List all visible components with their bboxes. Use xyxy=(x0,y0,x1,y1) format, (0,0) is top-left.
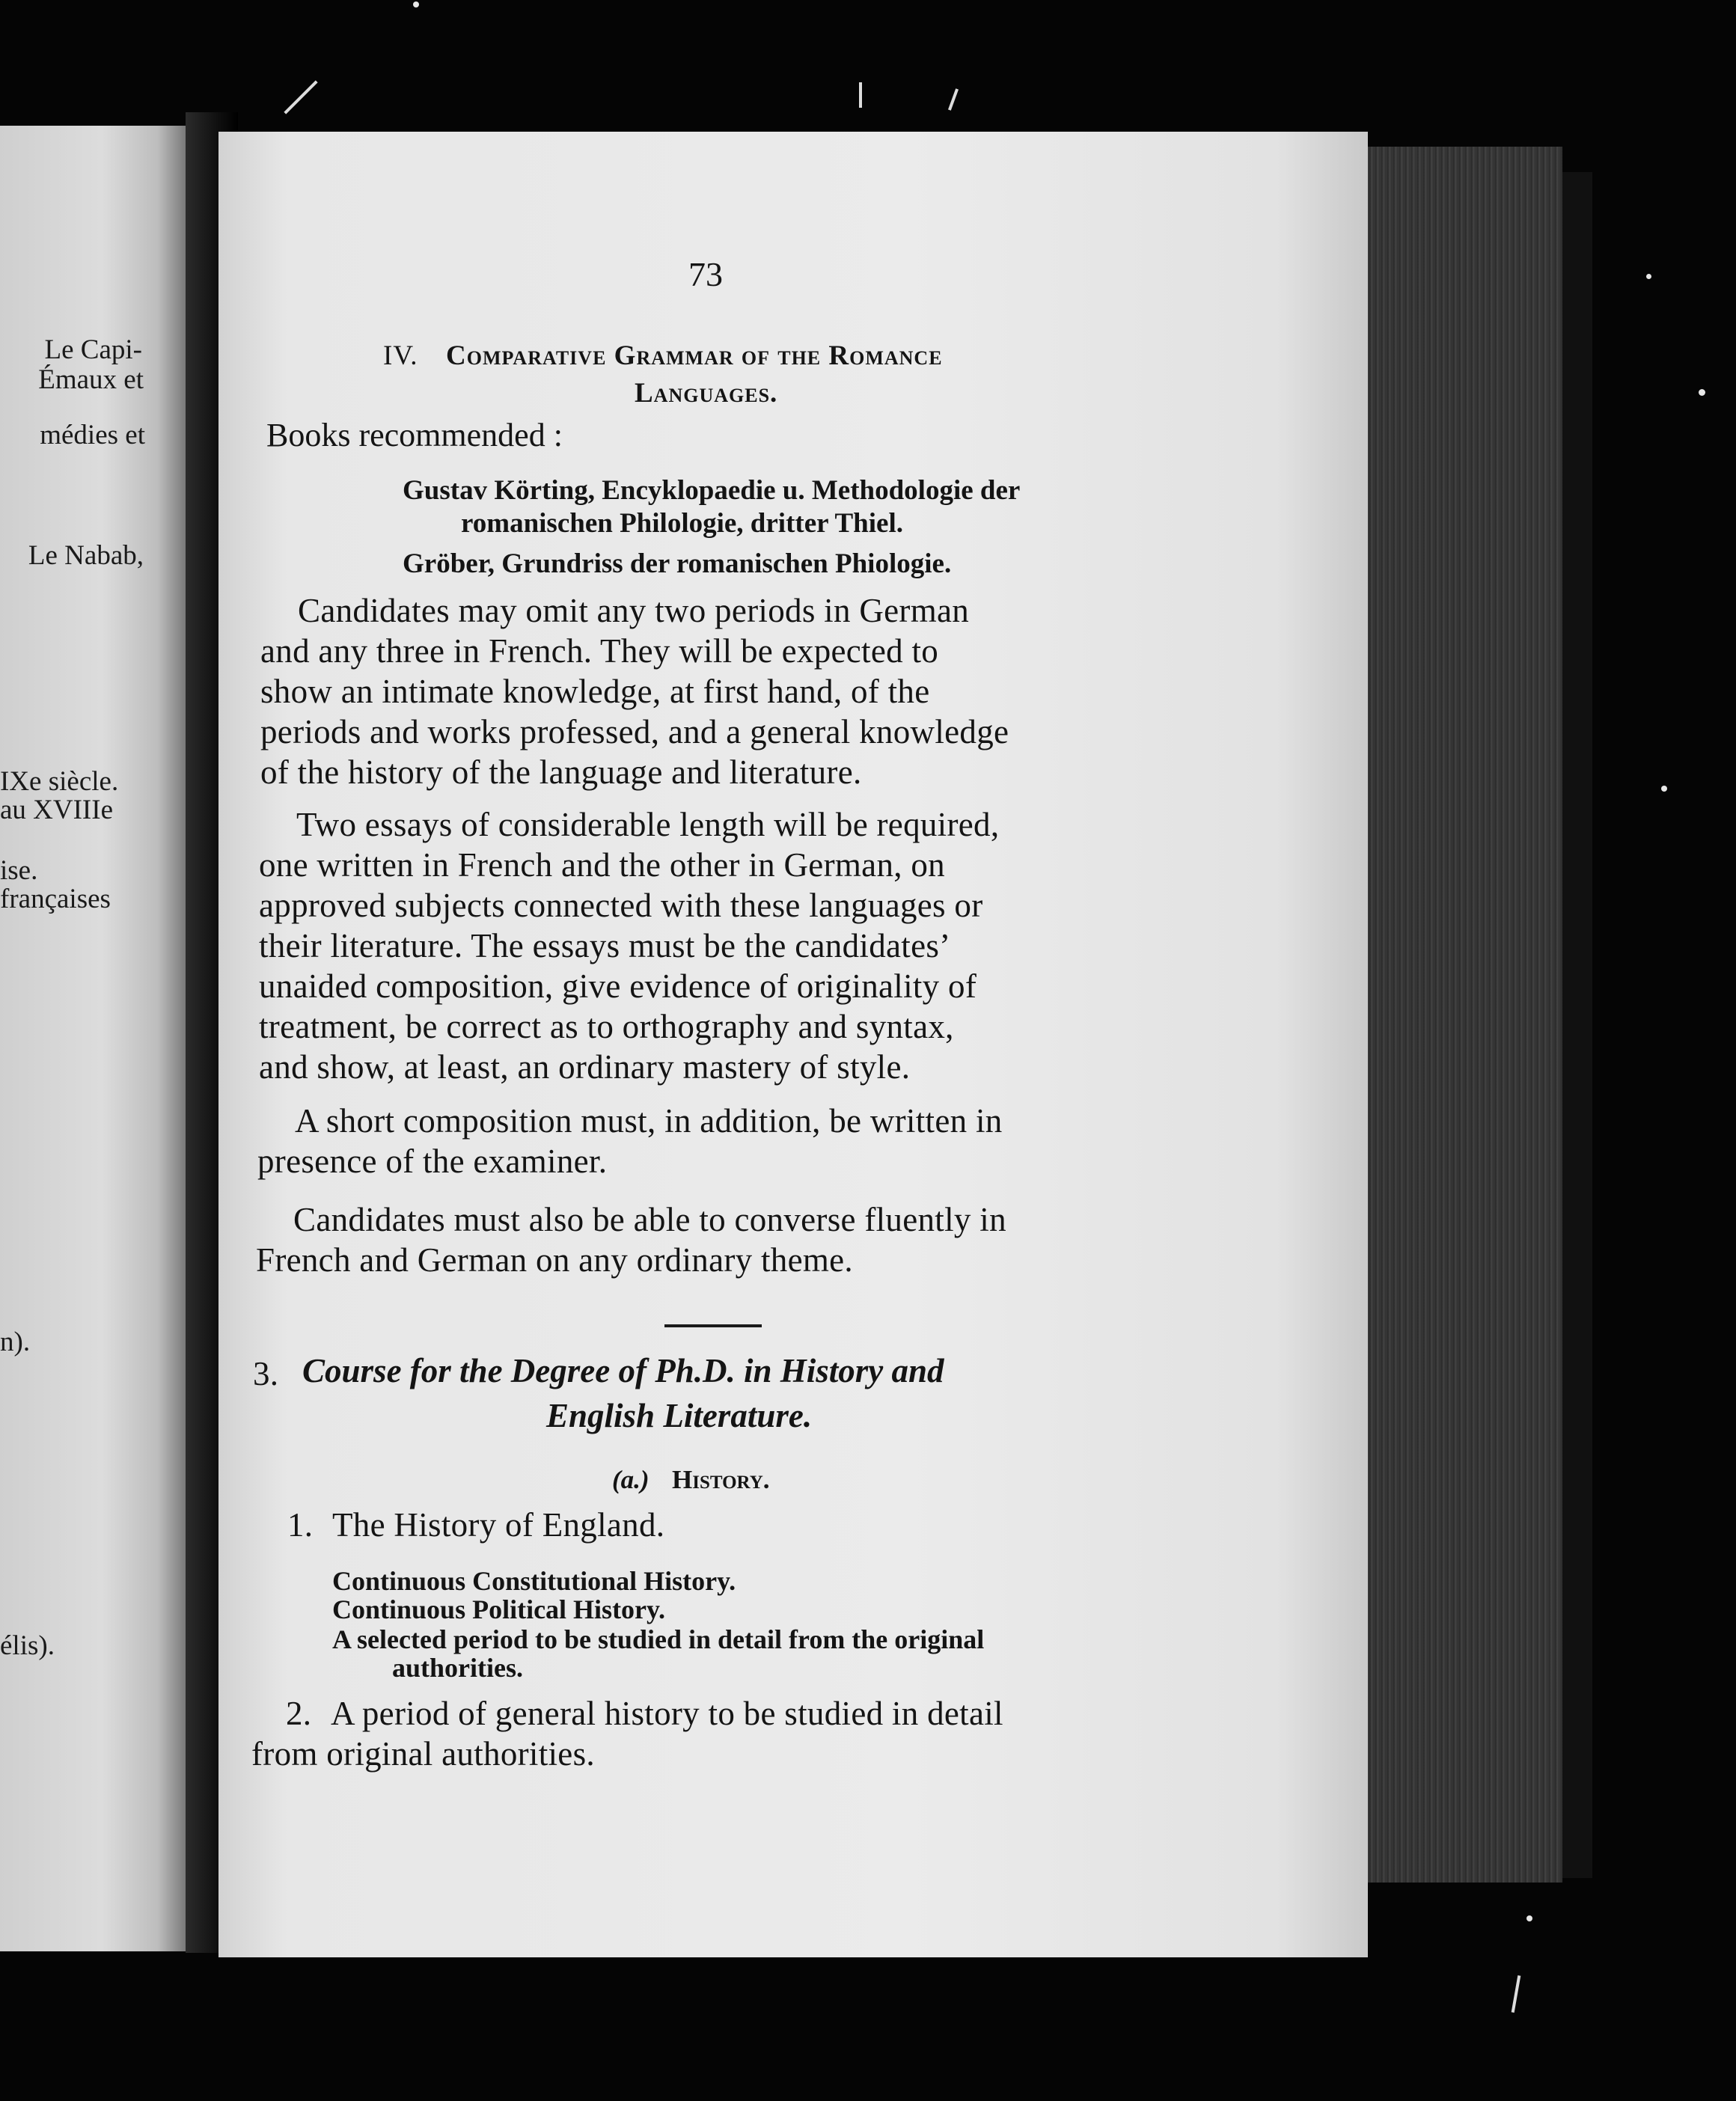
left-page-line: n). xyxy=(0,1327,31,1357)
section-numeral: IV. xyxy=(383,340,418,371)
film-speck xyxy=(413,1,419,7)
item-subline: authorities. xyxy=(392,1653,523,1683)
paragraph-line: presence of the examiner. xyxy=(257,1143,608,1180)
left-page-line: Le Capi- xyxy=(44,334,142,365)
left-page-line: médies et xyxy=(40,420,145,450)
page-number: 73 xyxy=(688,255,723,293)
left-page-line: françaises xyxy=(0,884,111,914)
left-page-line: Émaux et xyxy=(38,364,144,395)
paragraph-line: and show, at least, an ordinary mastery of style. xyxy=(259,1048,911,1086)
section-title-line1: Comparative Grammar of the Romance xyxy=(446,340,943,371)
item-subline: A selected period to be studied in detail from the original xyxy=(332,1624,985,1654)
left-facing-page xyxy=(0,126,186,1951)
book-edge-shadow xyxy=(1562,172,1592,1878)
subsection-label: (a.) xyxy=(612,1465,650,1494)
course-title-line1: Course for the Degree of Ph.D. in History and xyxy=(302,1352,944,1389)
left-page-line: élis). xyxy=(0,1630,55,1661)
paragraph-line: and any three in French. They will be expected to xyxy=(260,632,939,670)
paragraph-line: Candidates may omit any two periods in German xyxy=(298,592,970,629)
paragraph-line: treatment, be correct as to orthography and syntax, xyxy=(259,1008,954,1045)
paragraph-line: show an intimate knowledge, at first hand, of the xyxy=(260,673,930,710)
left-page-line: Le Nabab, xyxy=(28,540,144,571)
left-page-line: IXe siècle. xyxy=(0,766,119,797)
paragraph-line: approved subjects connected with these languages or xyxy=(259,887,983,924)
film-scratch xyxy=(1512,1975,1521,2013)
item-subline: Continuous Political History. xyxy=(332,1594,666,1624)
course-number: 3. xyxy=(253,1355,279,1392)
section-title-line2: Languages. xyxy=(635,378,778,409)
paragraph-line: of the history of the language and literature. xyxy=(260,753,862,791)
film-scratch xyxy=(284,80,317,114)
books-recommended-label: Books recommended : xyxy=(266,417,563,453)
film-speck xyxy=(1661,786,1667,792)
reference-line: Gröber, Grundriss der romanischen Phiologie. xyxy=(403,548,952,579)
paragraph-line: French and German on any ordinary theme. xyxy=(256,1241,853,1279)
film-speck xyxy=(1699,389,1705,396)
subsection-title: History. xyxy=(672,1465,770,1494)
paragraph-line: Candidates must also be able to converse fluently in xyxy=(293,1201,1006,1238)
film-scratch xyxy=(859,82,862,108)
reference-line: romanischen Philologie, dritter Thiel. xyxy=(461,508,903,539)
item-title: The History of England. xyxy=(332,1506,665,1544)
item-line: A period of general history to be studied in detail xyxy=(331,1695,1003,1732)
paragraph-line: unaided composition, give evidence of originality of xyxy=(259,967,977,1005)
item-number: 1. xyxy=(287,1506,314,1544)
paragraph-line: periods and works professed, and a general knowledge xyxy=(260,713,1009,750)
paragraph-line: their literature. The essays must be the candidates’ xyxy=(259,927,951,964)
film-speck xyxy=(1526,1915,1532,1921)
section-divider-rule xyxy=(664,1324,762,1327)
course-title-line2: English Literature. xyxy=(546,1397,813,1434)
item-number: 2. xyxy=(286,1695,312,1732)
film-scratch xyxy=(948,88,959,111)
left-page-line: au XVIIIe xyxy=(0,795,113,825)
paragraph-line: Two essays of considerable length will be required, xyxy=(296,806,1000,843)
paragraph-line: A short composition must, in addition, be written in xyxy=(295,1102,1003,1140)
film-speck xyxy=(1646,274,1651,279)
reference-line: Gustav Körting, Encyklopaedie u. Methodologie der xyxy=(403,475,1021,506)
page-fore-edge xyxy=(1368,147,1562,1883)
paragraph-line: one written in French and the other in German, on xyxy=(259,846,945,884)
item-subline: Continuous Constitutional History. xyxy=(332,1566,736,1596)
left-page-line: ise. xyxy=(0,855,38,886)
item-line: from original authorities. xyxy=(251,1735,595,1773)
